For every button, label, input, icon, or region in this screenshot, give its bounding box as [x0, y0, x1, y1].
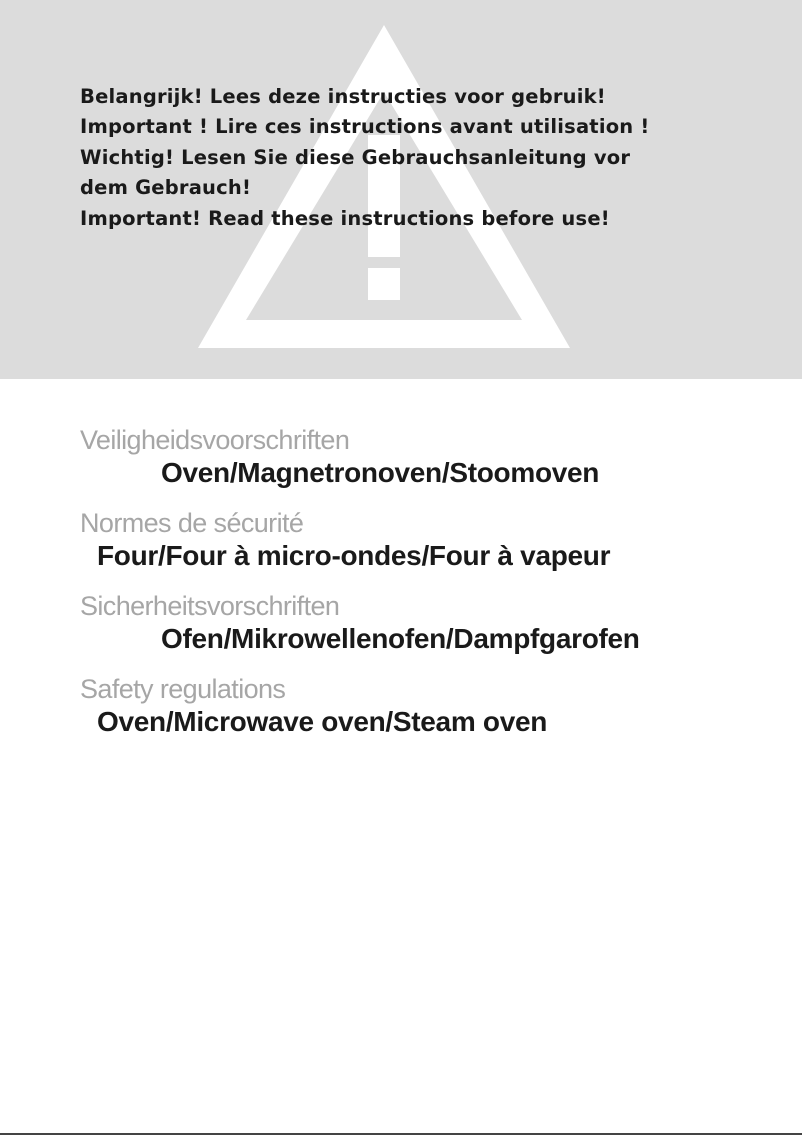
warning-line-en: Important! Read these instructions before use!	[80, 206, 610, 230]
section-label-en: Safety regulations	[80, 674, 286, 704]
section-title-nl: Oven/Magnetronoven/Stoomoven	[161, 457, 600, 488]
section-title-en: Oven/Microwave oven/Steam oven	[97, 706, 548, 737]
warning-line-de-cont: dem Gebrauch!	[80, 176, 252, 200]
section-label-nl: Veiligheidsvoorschriften	[80, 425, 350, 455]
warning-line-nl: Belangrijk! Lees deze instructies voor gebruik!	[80, 85, 606, 108]
bottom-rule	[0, 1133, 802, 1135]
section-label-de: Sicherheitsvorschriften	[80, 591, 340, 621]
section-label-fr: Normes de sécurité	[80, 508, 304, 538]
section-title-de: Ofen/Mikrowellenofen/Dampfgarofen	[161, 623, 640, 654]
warning-banner	[0, 0, 802, 379]
section-title-fr: Four/Four à micro-ondes/Four à vapeur	[97, 540, 611, 571]
warning-line-fr: Important ! Lire ces instructions avant utilisation !	[80, 115, 650, 139]
warning-line-de: Wichtig! Lesen Sie diese Gebrauchsanleitung vor	[80, 145, 631, 169]
warning-text-block	[80, 82, 720, 234]
